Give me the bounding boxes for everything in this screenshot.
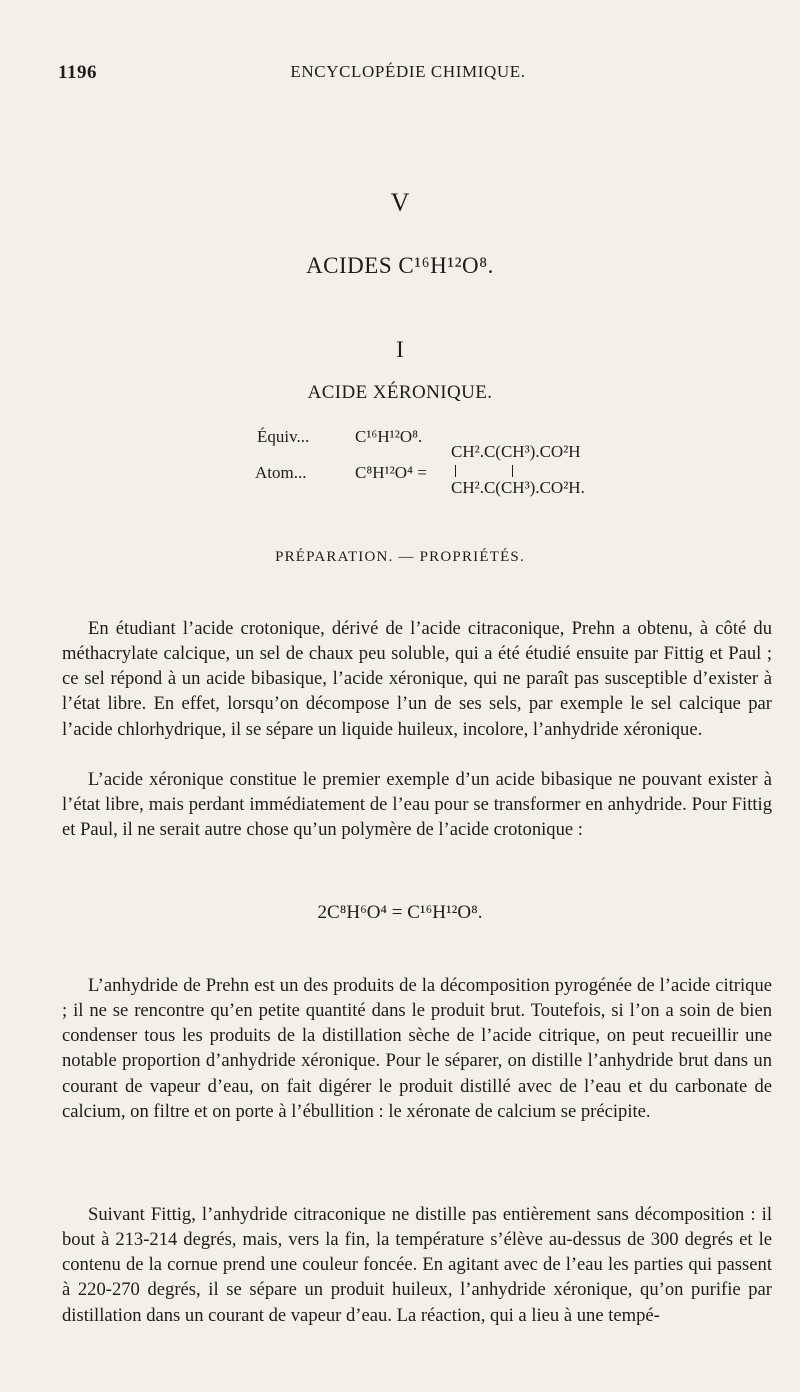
- atom-formula: C⁸H¹²O⁴ =: [355, 463, 427, 482]
- paragraph: En étudiant l’acide crotonique, dérivé de l’acide citraconique, Prehn a obtenu, à côté du méthacrylate calcique, un sel de chaux peu soluble, qui a été étudié ensuite par Fittig et Paul ; ce sel répond à un acide bibasique, l’acide xéronique, qui ne paraît pas susceptible d’exister à l’état libre. En effet, lorsqu’on décompose l’un de ses sels, par exemple le sel calcique par l’acide chlorhydrique, il se sépare un liquide huileux, incolore, l’anhydride xéronique.: [62, 617, 772, 740]
- bond-line: [455, 465, 456, 477]
- subsection-number: I: [396, 337, 404, 362]
- running-title: ENCYCLOPÉDIE CHIMIQUE.: [290, 62, 526, 81]
- bond-line: [512, 465, 513, 477]
- section-title: ACIDES C¹⁶H¹²O⁸.: [306, 253, 494, 278]
- equiv-label: Équiv...: [257, 427, 310, 446]
- structure-top: CH².C(CH³).CO²H: [451, 442, 581, 461]
- equiv-formula: C¹⁶H¹²O⁸.: [355, 427, 423, 446]
- subheading: PRÉPARATION. — PROPRIÉTÉS.: [275, 549, 525, 565]
- section-number: V: [390, 188, 410, 217]
- page-number: 1196: [58, 62, 97, 83]
- paragraph: Suivant Fittig, l’anhydride citraconique ne distille pas entièrement sans décomposition : il bout à 213-214 degrés, mais, vers la fin, la température s’élève au-dessus de 300 degrés et le contenu de la cornue prend une couleur foncée. En agitant avec de l’eau les parties qui passent à 220-270 degrés, il se sépare un produit huileux, l’anhydride xéronique, qu’on purifie par distillation dans un courant de vapeur d’eau. La réaction, qui a lieu à une tempé-: [62, 1203, 772, 1326]
- atom-label: Atom...: [255, 463, 307, 482]
- paragraph: L’acide xéronique constitue le premier exemple d’un acide bibasique ne pouvant exister à l’état libre, mais perdant immédiatement de l’eau pour se transformer en anhydride. Pour Fittig et Paul, il ne serait autre chose qu’un polymère de l’acide crotonique :: [62, 768, 772, 841]
- page-header: [58, 62, 758, 90]
- structure-bottom: CH².C(CH³).CO²H.: [451, 478, 585, 497]
- paragraph: L’anhydride de Prehn est un des produits de la décomposition pyrogénée de l’acide citrique ; il ne se rencontre qu’en petite quantité dans le produit brut. Toutefois, si l’on a soin de bien condenser tous les produits de la distillation sèche de l’acide citrique, on peut recueillir une notable proportion d’anhydride xéronique. Pour le séparer, on distille l’anhydride brut dans un courant de vapeur d’eau, on fait digérer le produit distillé avec de l’eau et du carbonate de calcium, on filtre et on porte à l’ébullition : le xéronate de calcium se précipite.: [62, 974, 772, 1123]
- subsection-title: ACIDE XÉRONIQUE.: [307, 382, 493, 403]
- equation: 2C⁸H⁶O⁴ = C¹⁶H¹²O⁸.: [317, 902, 483, 923]
